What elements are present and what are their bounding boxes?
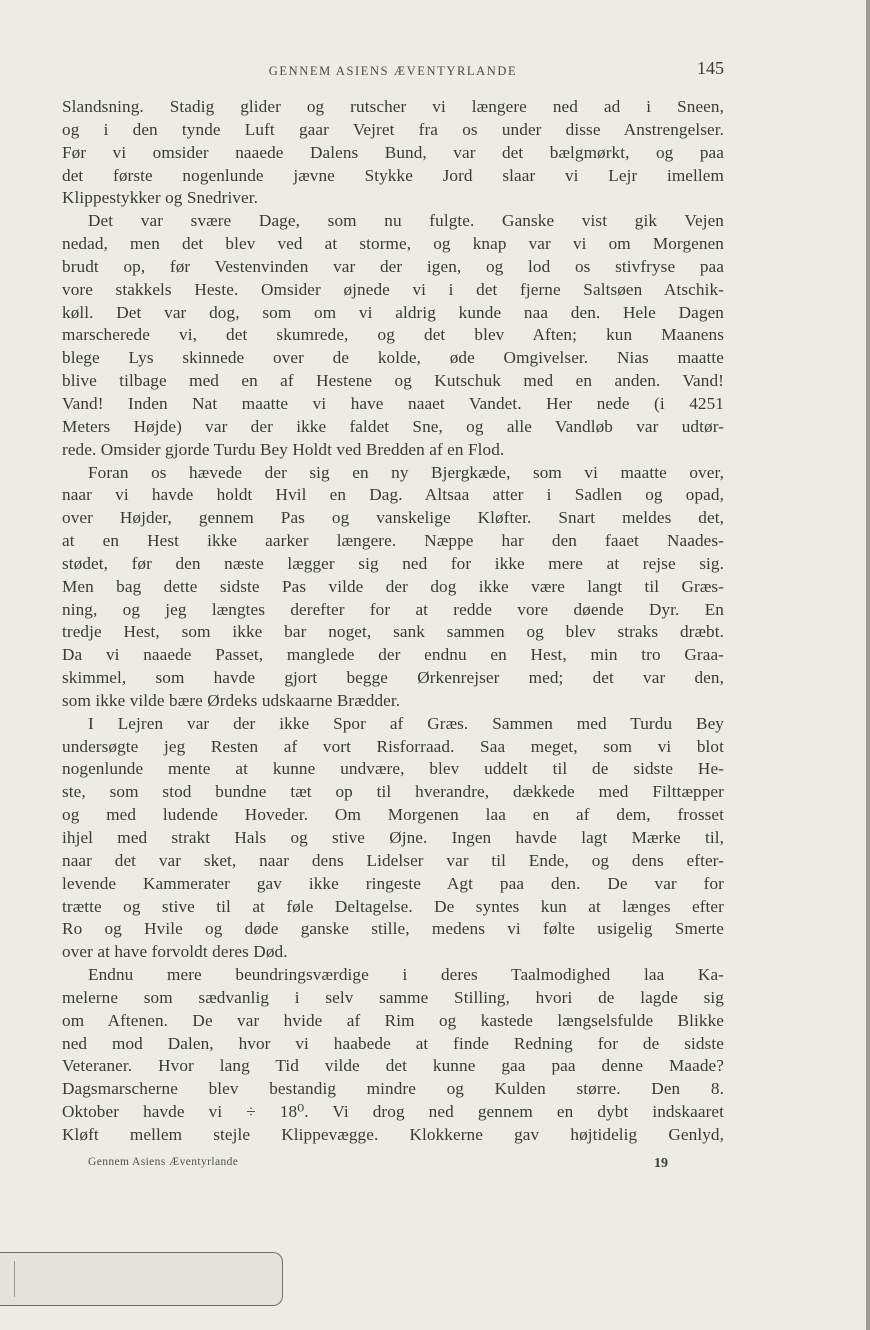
text-line: ned mod Dalen, hvor vi haabede at finde Redning for de sidste (62, 1033, 724, 1053)
text-line: ning, og jeg længtes derefter for at redde vore døende Dyr. En (62, 599, 724, 619)
text-line: marscherede vi, det skumrede, og det blev Aften; kun Maanens (62, 325, 724, 345)
text-line: Dagsmarscherne blev bestandig mindre og Kulden større. Den 8. (62, 1079, 724, 1099)
text-line: Før vi omsider naaede Dalens Bund, var det bælgmørkt, og paa (62, 142, 724, 162)
text-line: Veteraner. Hvor lang Tid vilde det kunne gaa paa denne Maade? (62, 1056, 724, 1076)
text-line: nedad, men det blev ved at storme, og knap var vi om Morgenen (62, 234, 724, 254)
page-header (62, 58, 724, 88)
text-line: skimmel, som havde gjort begge Ørkenrejser med; det var den, (62, 668, 724, 688)
page-footer (88, 1156, 668, 1180)
text-line: Det var svære Dage, som nu fulgte. Ganske vist gik Vejen (88, 211, 724, 231)
text-line: Da vi naaede Passet, manglede der endnu en Hest, min tro Graa- (62, 645, 724, 665)
text-line: over Højder, gennem Pas og vanskelige Kløfter. Snart meldes det, (62, 508, 724, 528)
text-line: Meters Højde) var der ikke faldet Sne, og alle Vandløb var udtør- (62, 416, 724, 436)
signature-line: Gennem Asiens Æventyrlande (88, 1156, 239, 1168)
library-tab-marker (0, 1252, 283, 1306)
text-line: melerne som sædvanlig i selv samme Stilling, hvori de lagde sig (62, 987, 724, 1007)
text-line: tredje Hest, som ikke bar noget, sank sammen og blev straks dræbt. (62, 622, 724, 642)
text-line: vore stakkels Heste. Omsider øjnede vi i det fjerne Saltsøen Atschik- (62, 279, 724, 299)
text-line: brudt op, før Vestenvinden var der igen, og lod os stivfryse paa (62, 256, 724, 276)
text-line: ihjel med strakt Hals og stive Øjne. Ingen havde lagt Mærke til, (62, 828, 724, 847)
text-line: undersøgte jeg Resten af vort Risforraad. Saa meget, som vi blot (62, 736, 724, 756)
text-line: rede. Omsider gjorde Turdu Bey Holdt ved Bredden af en Flod. (62, 439, 505, 459)
text-line: over at have forvoldt deres Død. (62, 942, 288, 962)
text-line: trætte og stive til at føle Deltagelse. De syntes kun at længes efter (62, 896, 724, 916)
text-line: ste, som stod bundne tæt op til hverandre, dækkede med Filttæpper (62, 782, 724, 802)
text-line: om Aftenen. De var hvide af Rim og kastede længselsfulde Blikke (62, 1010, 724, 1030)
text-line: blege Lys skinnede over de kolde, øde Omgivelser. Nias maatte (62, 348, 724, 368)
text-line: og i den tynde Luft gaar Vejret fra os under disse Anstrengelser. (62, 119, 724, 139)
text-line: Ro og Hvile og døde ganske stille, medens vi følte usigelig Smerte (62, 919, 724, 939)
text-line: køll. Det var dog, som om vi aldrig kunde naa den. Hele Dagen (62, 302, 724, 322)
text-line: det første nogenlunde jævne Stykke Jord slaar vi Lejr imellem (62, 165, 724, 185)
text-line: Endnu mere beundringsværdige i deres Taalmodighed laa Ka- (88, 965, 724, 985)
text-line: og med ludende Hoveder. Om Morgenen laa en af dem, frosset (62, 805, 724, 825)
text-line: Vand! Inden Nat maatte vi have naaet Vandet. Her nede (i 4251 (62, 393, 724, 413)
running-title: GENNEM ASIENS ÆVENTYRLANDE (268, 64, 518, 78)
text-line: naar det var sket, naar dens Lidelser var til Ende, og dens efter- (62, 850, 724, 870)
text-line: at en Hest ikke aarker længere. Næppe har den faaet Naades- (62, 531, 724, 551)
text-line: blive tilbage med en af Hestene og Kutschuk med en anden. Vand! (62, 371, 724, 391)
text-line: som ikke vilde bære Ørdeks udskaarne Brædder. (62, 690, 401, 710)
body-text (62, 96, 724, 1147)
page-number: 145 (697, 58, 724, 78)
text-line: Kløft mellem stejle Klippevægge. Klokkerne gav højtidelig Genlyd, (62, 1124, 724, 1144)
text-line: Men bag dette sidste Pas vilde der dog ikke være langt til Græs- (62, 576, 724, 596)
text-line: Foran os hævede der sig en ny Bjergkæde, som vi maatte over, (88, 462, 724, 482)
text-line: stødet, før den næste lægger sig ned for ikke mere at rejse sig. (62, 553, 724, 573)
text-line: Klippestykker og Snedriver. (62, 188, 259, 208)
text-line: Oktober havde vi ÷ 18⁰. Vi drog ned gennem en dybt indskaaret (62, 1102, 724, 1122)
text-line: nogenlunde mente at kunne undvære, blev uddelt til de sidste He- (62, 759, 724, 779)
text-line: I Lejren var der ikke Spor af Græs. Sammen med Turdu Bey (88, 713, 724, 733)
text-line: naar vi havde holdt Hvil en Dag. Altsaa atter i Sadlen og opad, (62, 485, 724, 505)
signature-mark: 19 (654, 1156, 668, 1171)
text-line: Slandsning. Stadig glider og rutscher vi længere ned ad i Sneen, (62, 97, 724, 116)
text-line: levende Kammerater gav ikke ringeste Agt paa den. De var for (62, 873, 724, 893)
